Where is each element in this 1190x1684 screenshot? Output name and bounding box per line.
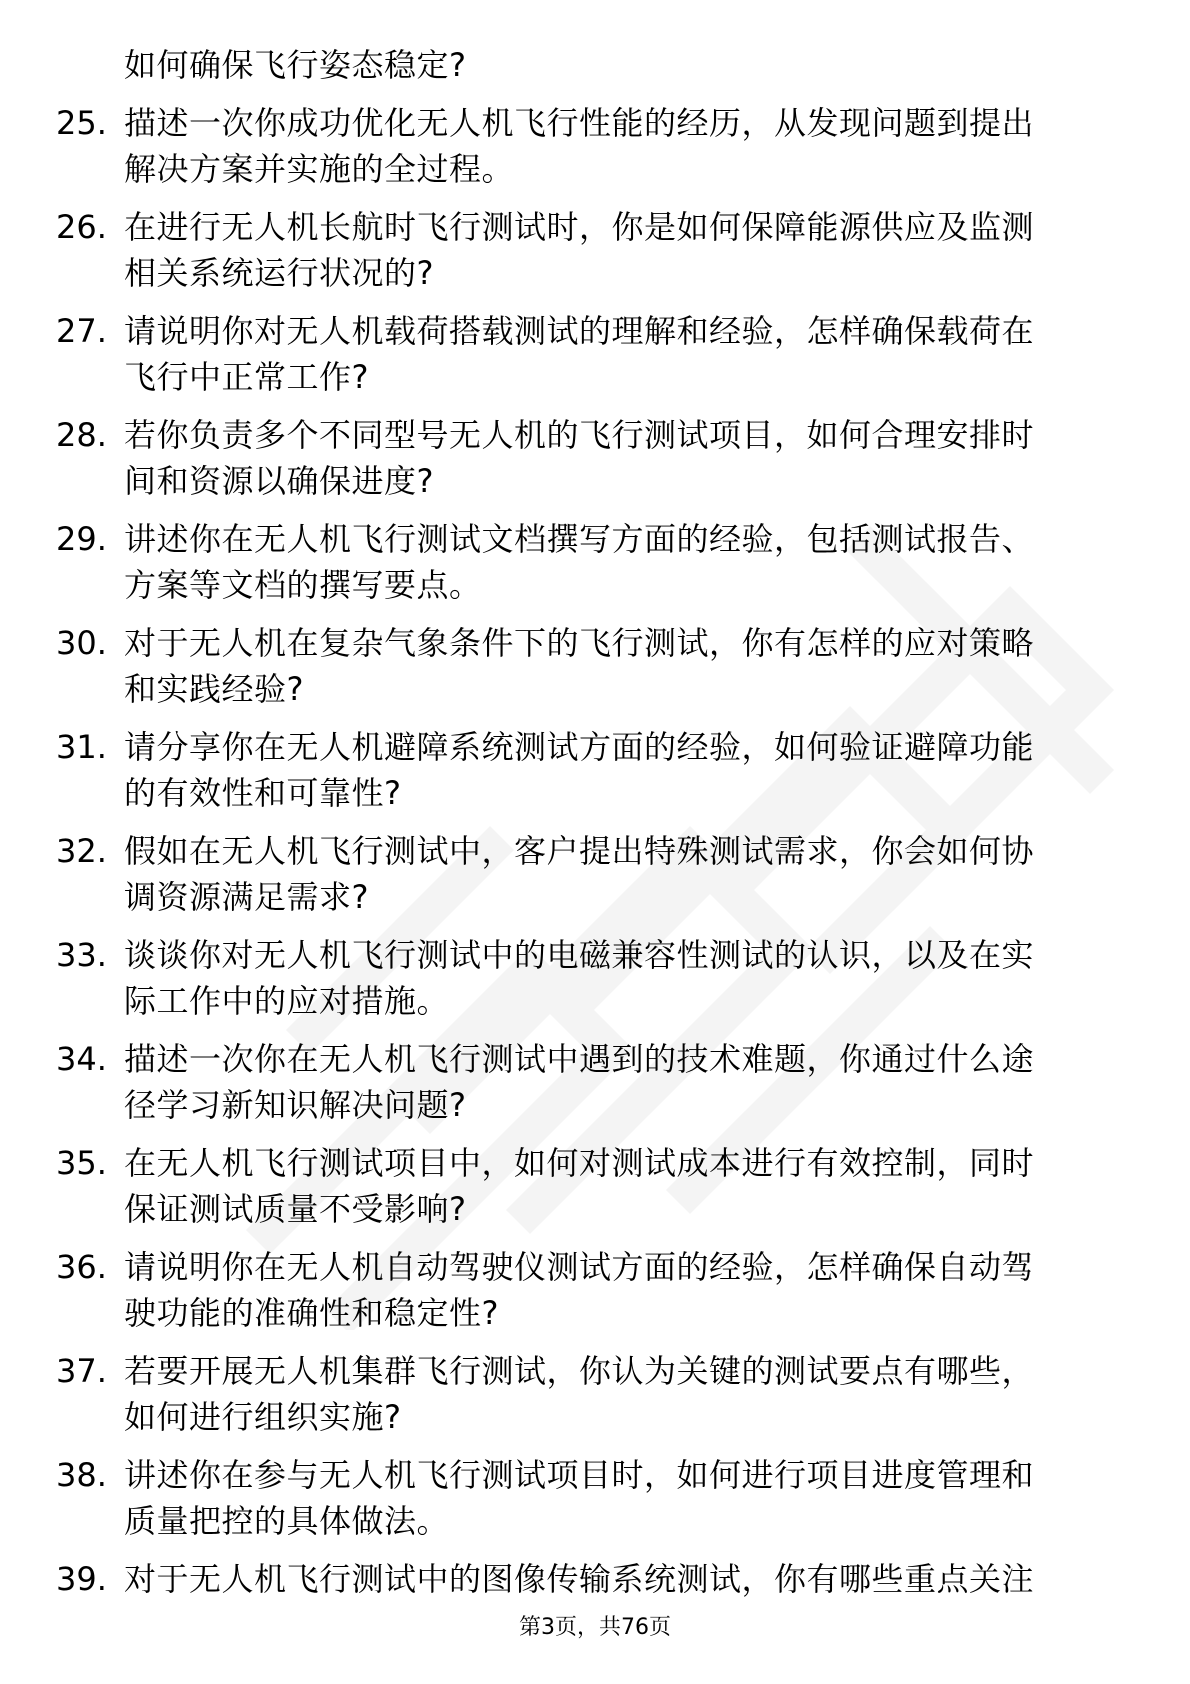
question-number: 26.: [56, 208, 107, 246]
question-text-line: 径学习新知识解决问题?: [124, 1086, 467, 1124]
question-number: 36.: [56, 1248, 107, 1286]
question-text-line: 请说明你对无人机载荷搭载测试的理解和经验，怎样确保载荷在: [124, 312, 1035, 350]
question-text-line: 间和资源以确保进度?: [124, 462, 434, 500]
question-item: [56, 932, 1116, 1024]
question-item: [56, 1452, 1116, 1544]
question-number: 31.: [56, 728, 107, 766]
question-text-line: 方案等文档的撰写要点。: [124, 566, 482, 604]
question-number: 30.: [56, 624, 107, 662]
question-text-line: 对于无人机在复杂气象条件下的飞行测试，你有怎样的应对策略: [124, 624, 1035, 662]
question-number: 33.: [56, 936, 107, 974]
question-text-line: 请分享你在无人机避障系统测试方面的经验，如何验证避障功能: [124, 728, 1035, 766]
question-text-line: 请说明你在无人机自动驾驶仪测试方面的经验，怎样确保自动驾: [124, 1248, 1035, 1286]
question-text-line: 在进行无人机长航时飞行测试时，你是如何保障能源供应及监测: [124, 208, 1035, 246]
question-item: [56, 204, 1116, 296]
question-text-line: 际工作中的应对措施。: [124, 982, 450, 1020]
question-item: [56, 1140, 1116, 1232]
question-number: 38.: [56, 1456, 107, 1494]
question-text-line: 谈谈你对无人机飞行测试中的电磁兼容性测试的认识，以及在实: [124, 936, 1035, 974]
question-text-line: 讲述你在参与无人机飞行测试项目时，如何进行项目进度管理和: [124, 1456, 1035, 1494]
question-number: 34.: [56, 1040, 107, 1078]
question-text-line: 的有效性和可靠性?: [124, 774, 402, 812]
question-text-line: 质量把控的具体做法。: [124, 1502, 450, 1540]
question-text-line: 解决方案并实施的全过程。: [124, 150, 515, 188]
page-footer: 第3页，共76页: [519, 1615, 671, 1640]
question-number: 37.: [56, 1352, 107, 1390]
question-item: [56, 620, 1116, 712]
question-item: [56, 516, 1116, 608]
question-item: [56, 412, 1116, 504]
question-number: 32.: [56, 832, 107, 870]
question-number: 35.: [56, 1144, 107, 1182]
question-item: [56, 1348, 1116, 1440]
question-text-line: 驶功能的准确性和稳定性?: [124, 1294, 499, 1332]
question-item: [56, 100, 1116, 192]
question-text-line: 保证测试质量不受影响?: [124, 1190, 467, 1228]
question-item: [56, 1244, 1116, 1336]
question-text-line: 描述一次你成功优化无人机飞行性能的经历，从发现问题到提出: [124, 104, 1035, 142]
question-text-line: 相关系统运行状况的?: [124, 254, 434, 292]
question-text-line: 假如在无人机飞行测试中，客户提出特殊测试需求，你会如何协: [124, 832, 1035, 870]
question-text-line: 如何进行组织实施?: [124, 1398, 402, 1436]
question-text-line: 和实践经验?: [124, 670, 304, 708]
question-text-line: 飞行中正常工作?: [124, 358, 369, 396]
question-text-line: 调资源满足需求?: [124, 878, 369, 916]
question-item: [56, 724, 1116, 816]
question-number: 39.: [56, 1560, 107, 1598]
question-item: [56, 828, 1116, 920]
question-item: [56, 308, 1116, 400]
question-text-line: 对于无人机飞行测试中的图像传输系统测试，你有哪些重点关注: [124, 1560, 1035, 1598]
question-number: 29.: [56, 520, 107, 558]
question-item: [56, 1556, 1116, 1602]
question-text-line: 若你负责多个不同型号无人机的飞行测试项目，如何合理安排时: [124, 416, 1035, 454]
question-text-line: 若要开展无人机集群飞行测试，你认为关键的测试要点有哪些，: [124, 1352, 1035, 1390]
continued-question-text: 如何确保飞行姿态稳定?: [124, 46, 467, 84]
question-number: 27.: [56, 312, 107, 350]
question-text-line: 在无人机飞行测试项目中，如何对测试成本进行有效控制，同时: [124, 1144, 1035, 1182]
question-number: 25.: [56, 104, 107, 142]
question-item: [56, 1036, 1116, 1128]
question-text-line: 讲述你在无人机飞行测试文档撰写方面的经验，包括测试报告、: [124, 520, 1035, 558]
question-text-line: 描述一次你在无人机飞行测试中遇到的技术难题，你通过什么途: [124, 1040, 1035, 1078]
question-list: [56, 42, 1116, 1602]
question-number: 28.: [56, 416, 107, 454]
